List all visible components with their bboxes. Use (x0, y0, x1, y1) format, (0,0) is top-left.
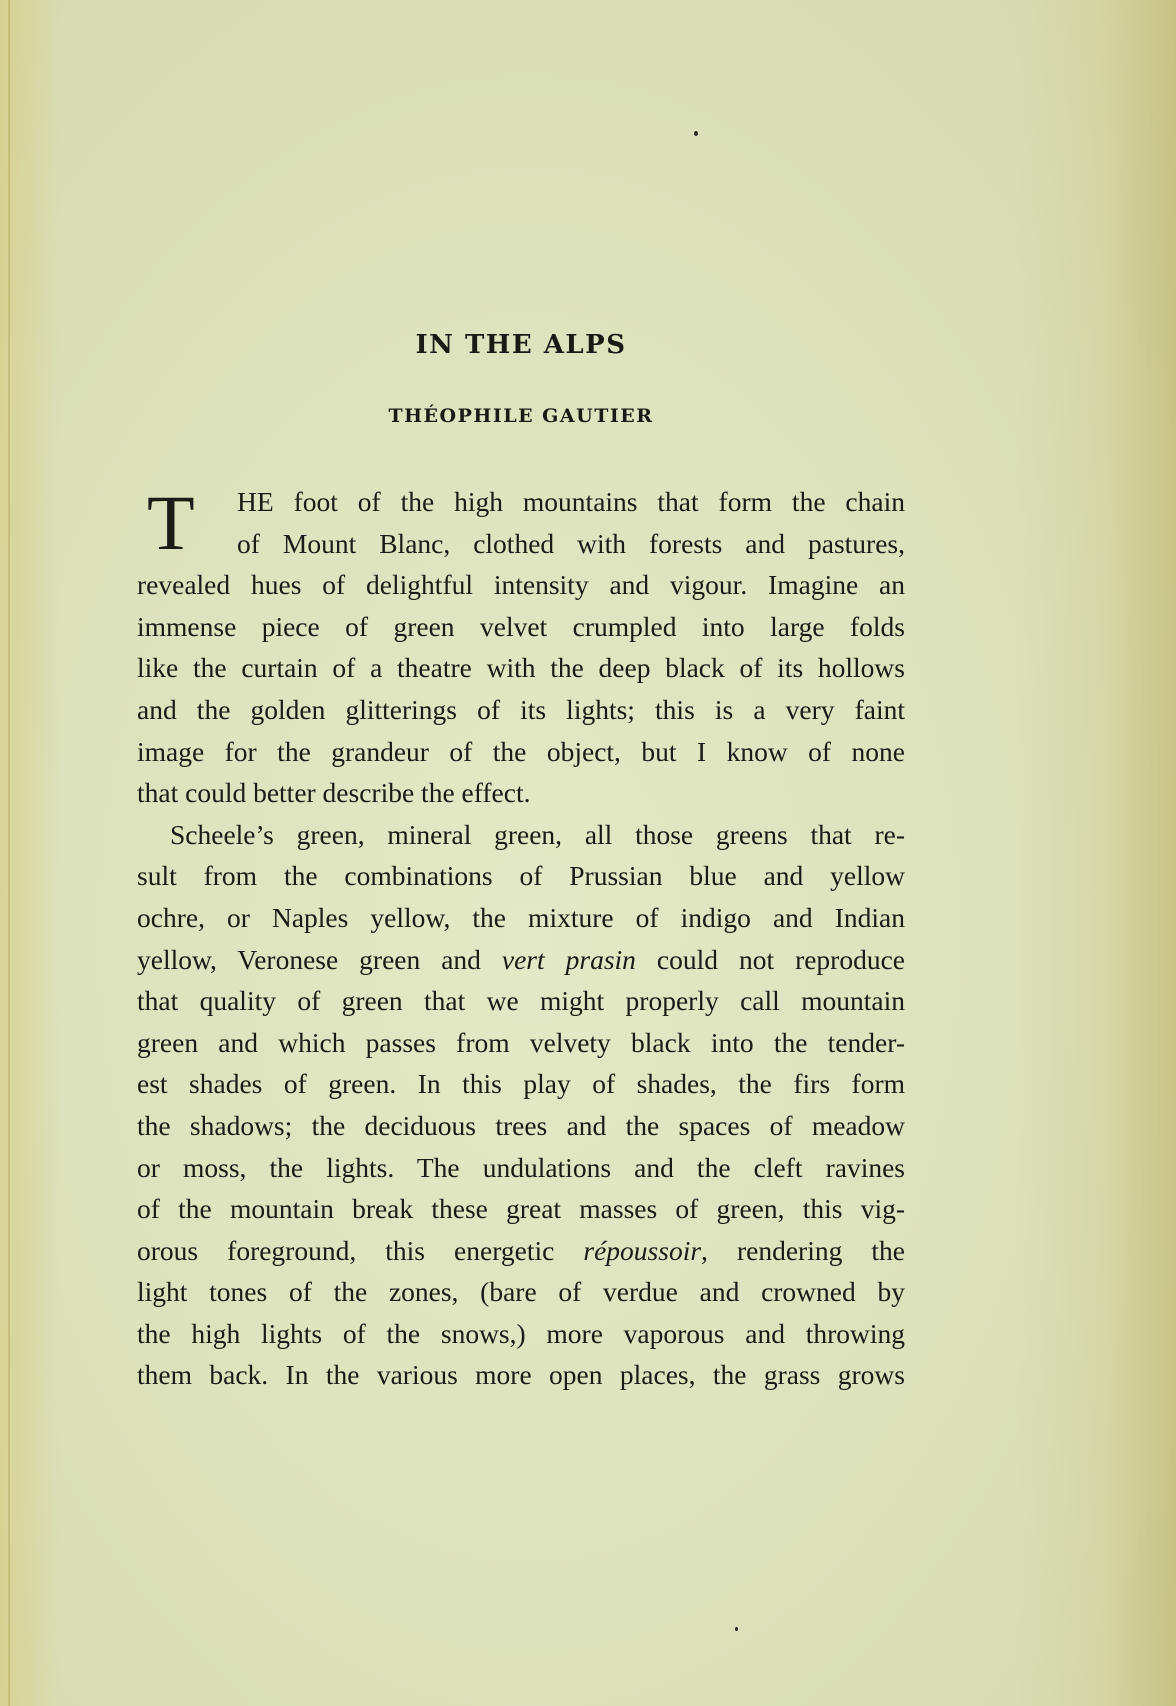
text-line: the shadows; the deciduous trees and the spaces of meadow (137, 1109, 905, 1141)
drop-cap: T (147, 479, 195, 566)
text-line: them back. In the various more open places, the grass grows (137, 1359, 905, 1391)
text-segment: yellow, Veronese green and (137, 943, 502, 975)
text-line: ochre, or Naples yellow, the mixture of indigo and Indian (137, 901, 905, 933)
text-segment: orous foreground, this energetic (137, 1234, 584, 1266)
text-line: of the mountain break these great masses of green, this vig- (137, 1193, 905, 1225)
text-line: light tones of the zones, (bare of verdue and crowned by (137, 1276, 905, 1308)
text-segment: could not reproduce (635, 943, 905, 975)
text-line: the high lights of the snows,) more vaporous and throwing (137, 1317, 905, 1349)
text-line: that could better describe the effect. (137, 777, 531, 809)
text-segment: , rendering the (701, 1234, 905, 1266)
text-line: that quality of green that we might properly call mountain (137, 985, 905, 1017)
text-line: or moss, the lights. The undulations and the cleft ravines (137, 1151, 905, 1183)
text-line (137, 939, 905, 981)
text-line: and the golden glitterings of its lights; this is a very faint (137, 693, 905, 725)
text-line: of Mount Blanc, clothed with forests and pastures, (237, 527, 905, 559)
text-line: immense piece of green velvet crumpled into large folds (137, 610, 905, 642)
ink-speck (735, 1627, 738, 1631)
text-line: revealed hues of delightful intensity and vigour. Imagine an (137, 569, 905, 601)
text-line: like the curtain of a theatre with the deep black of its hollows (137, 652, 905, 684)
text-line: Scheele’s green, mineral green, all those greens that re- (170, 818, 905, 850)
author-name: THÉOPHILE GAUTIER (388, 405, 654, 427)
text-line: HE foot of the high mountains that form the chain (237, 486, 905, 517)
body-text (137, 481, 905, 1396)
italic-term: vert prasin (501, 943, 636, 975)
text-line: image for the grandeur of the object, but I know of none (137, 735, 905, 767)
chapter-title: IN THE ALPS (415, 330, 627, 360)
ink-speck (694, 131, 698, 136)
text-line: green and which passes from velvety black into the tender- (137, 1026, 905, 1058)
text-line: est shades of green. In this play of shades, the firs form (137, 1068, 905, 1100)
text-line: sult from the combinations of Prussian blue and yellow (137, 860, 905, 892)
italic-term: répoussoir (583, 1234, 702, 1266)
text-line (137, 1230, 905, 1272)
page-edge-shadow (8, 0, 10, 1706)
